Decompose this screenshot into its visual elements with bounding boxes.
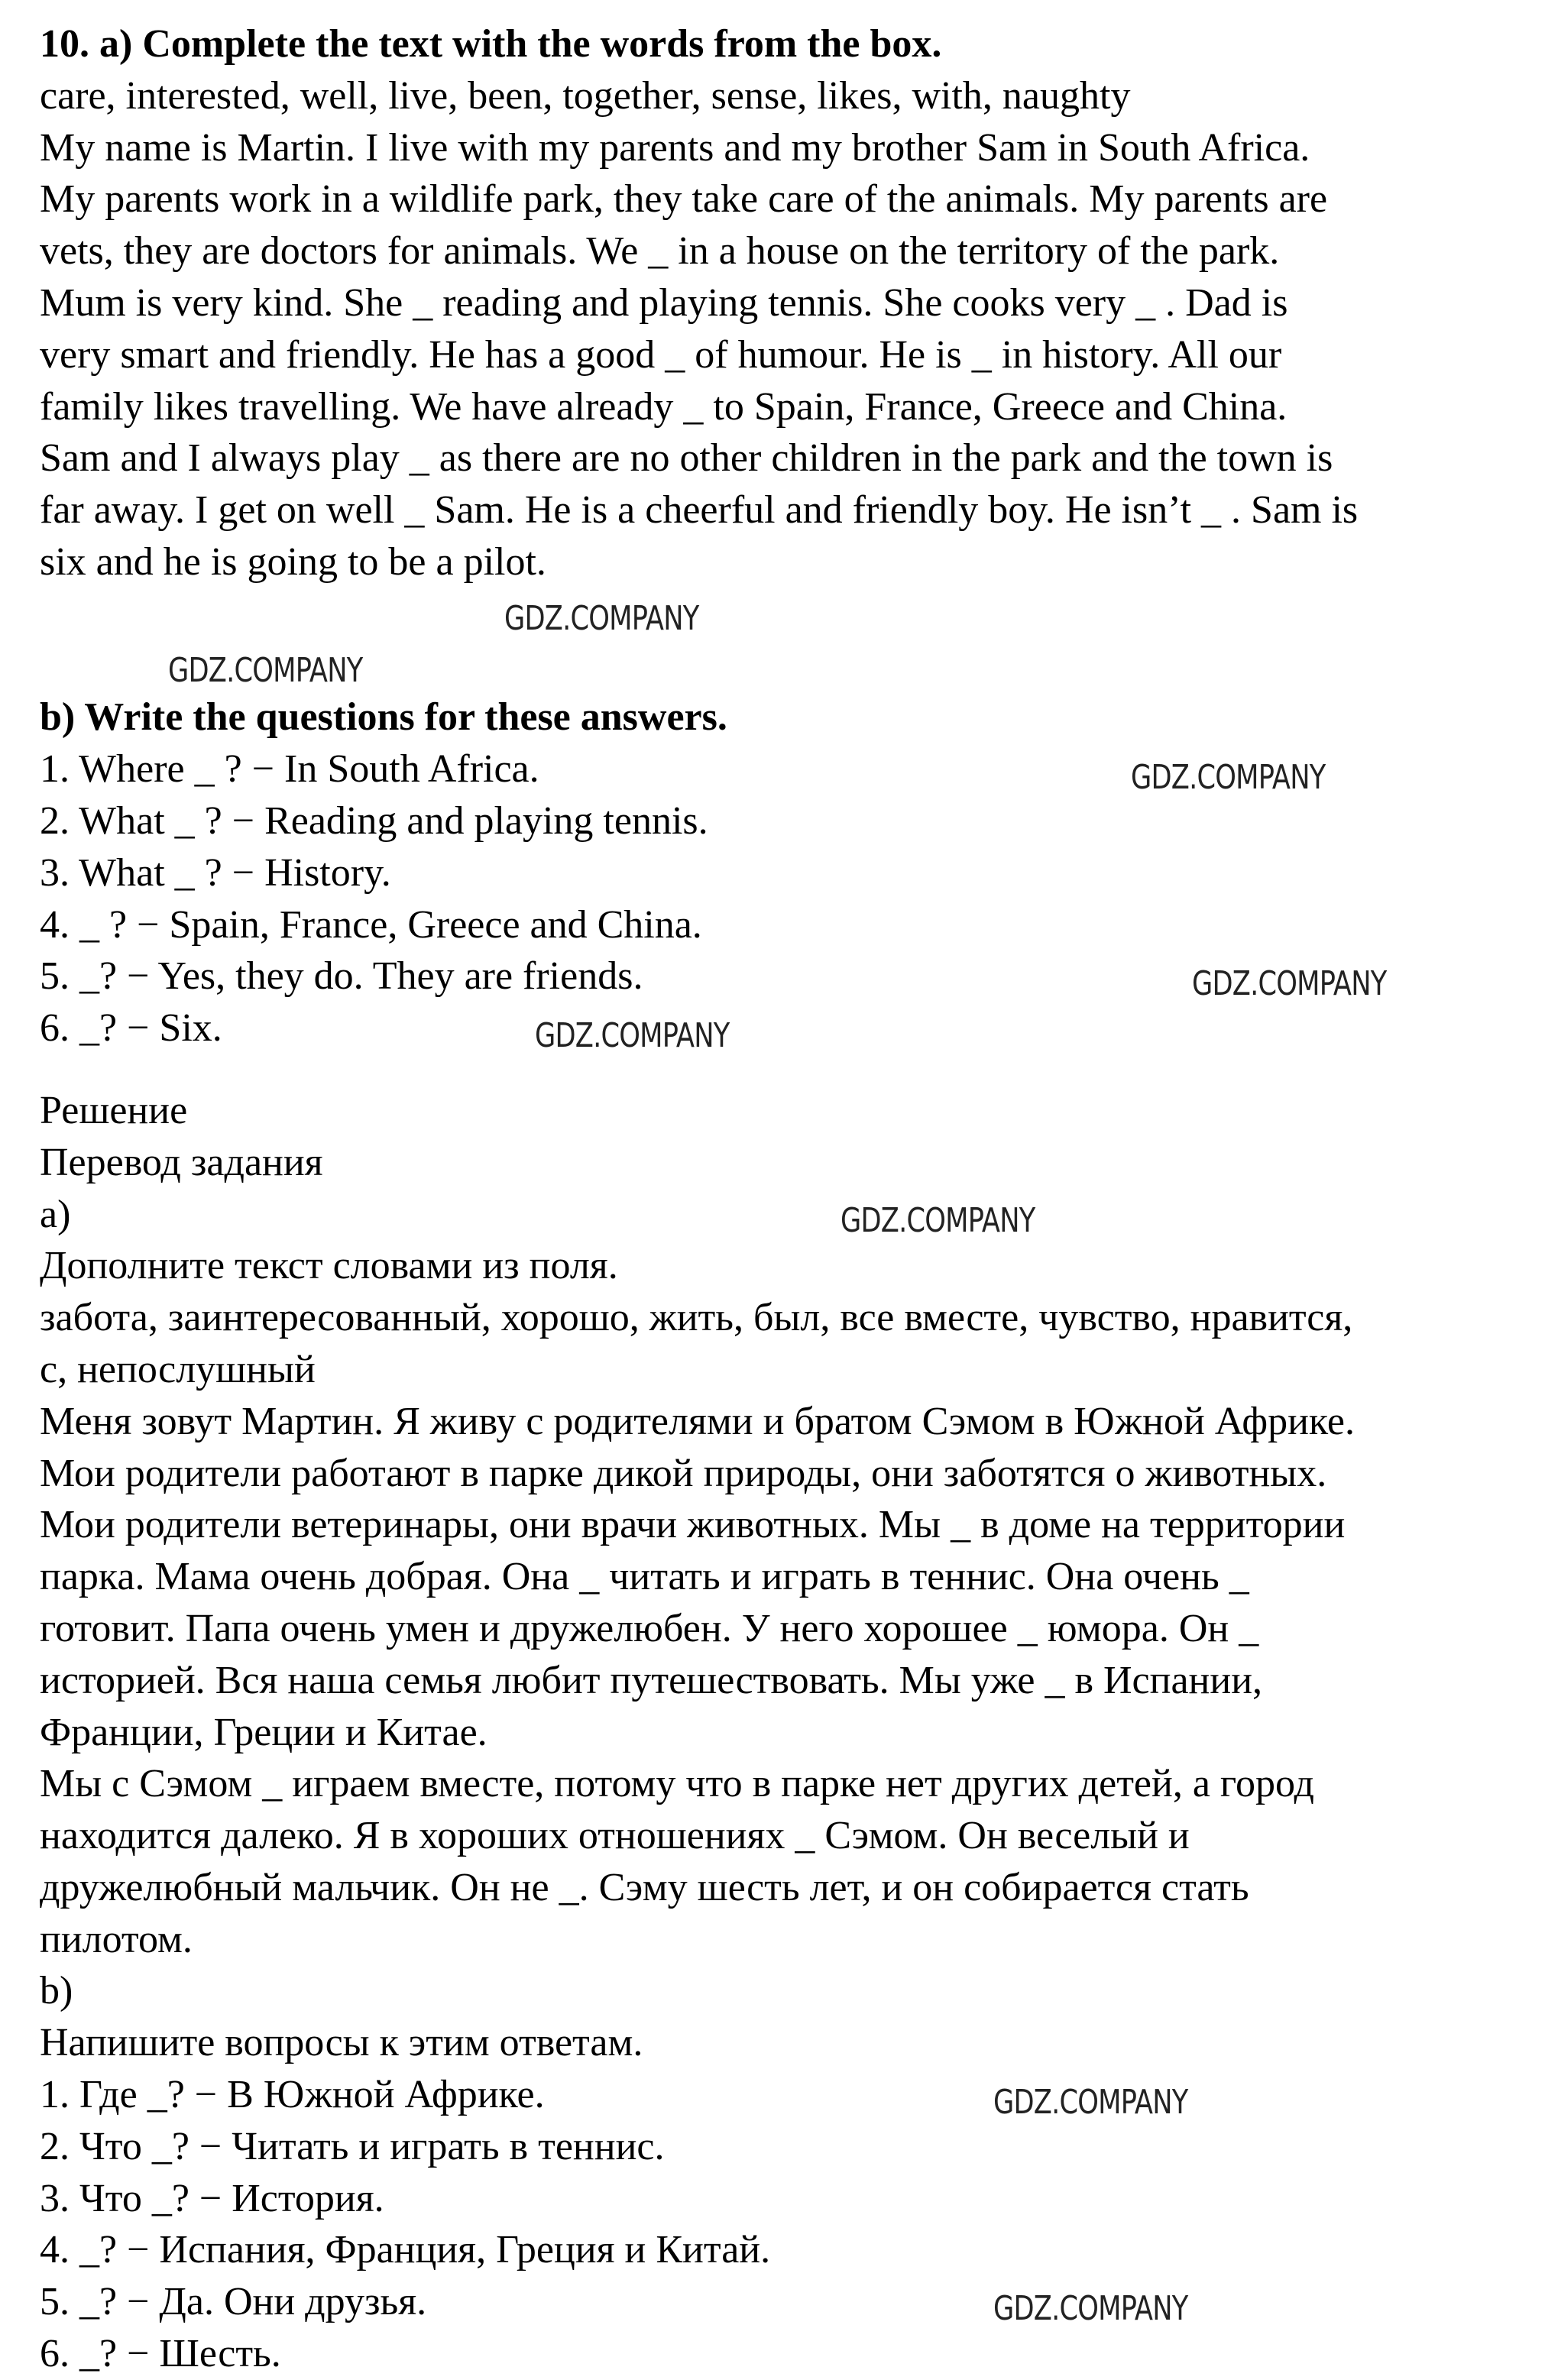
question-line: 5. _? − Yes, they do. They are friends. xyxy=(40,954,643,999)
translation-line: Мои родители работают в парке дикой природы, они заботятся о животных. xyxy=(40,1451,1327,1495)
translation-line: дружелюбный мальчик. Он не _. Сэму шесть лет, и он собирается стать xyxy=(40,1865,1249,1909)
text-line: My name is Martin. I live with my parents and my brother Sam in South Africa. xyxy=(40,125,1310,170)
watermark: GDZ.COMPANY xyxy=(841,1201,1035,1240)
watermark: GDZ.COMPANY xyxy=(993,2289,1188,2328)
text-line: six and he is going to be a pilot. xyxy=(40,539,546,584)
translation-line: находится далеко. Я в хороших отношениях _ Сэмом. Он веселый и xyxy=(40,1814,1190,1858)
translation-line: Меня зовут Мартин. Я живу с родителями и братом Сэмом в Южной Африке. xyxy=(40,1399,1355,1443)
document xyxy=(40,18,1530,2380)
translation-line: Мои родители ветеринары, они врачи животных. Мы _ в доме на территории xyxy=(40,1503,1346,1547)
task-a-heading: 10. a) Complete the text with the words from the box. xyxy=(40,22,942,66)
watermark: GDZ.COMPANY xyxy=(1131,758,1326,797)
part-a-label: а) xyxy=(40,1192,71,1236)
text-line: family likes travelling. We have already _ to Spain, France, Greece and China. xyxy=(40,384,1288,429)
question-line: 4. _ ? − Spain, France, Greece and China. xyxy=(40,902,702,947)
translation-question-line: 4. _? − Испания, Франция, Греция и Китай. xyxy=(40,2228,771,2272)
question-line: 2. What _ ? − Reading and playing tennis. xyxy=(40,798,708,843)
word-box: care, interested, well, live, been, together, sense, likes, with, naughty xyxy=(40,73,1131,118)
translation-line: забота, заинтересованный, хорошо, жить, был, все вместе, чувство, нравится, xyxy=(40,1296,1353,1340)
translation-line: готовит. Папа очень умен и дружелюбен. У него хорошее _ юмора. Он _ xyxy=(40,1606,1259,1650)
translation-line: Франции, Греции и Китае. xyxy=(40,1710,487,1754)
translation-question-line: 2. Что _? − Читать и играть в теннис. xyxy=(40,2124,665,2168)
watermark: GDZ.COMPANY xyxy=(993,2083,1188,2122)
translation-question-line: Напишите вопросы к этим ответам. xyxy=(40,2021,643,2065)
solution-subtitle: Перевод задания xyxy=(40,1140,323,1184)
watermark: GDZ.COMPANY xyxy=(168,651,363,690)
translation-line: Мы с Сэмом _ играем вместе, потому что в парке нет других детей, а город xyxy=(40,1762,1314,1806)
watermark: GDZ.COMPANY xyxy=(1192,964,1387,1003)
question-line: 3. What _ ? − History. xyxy=(40,850,391,895)
text-line: vets, they are doctors for animals. We _ in a house on the territory of the park. xyxy=(40,229,1280,274)
translation-question-line: 5. _? − Да. Они друзья. xyxy=(40,2280,427,2324)
translation-question-line: 3. Что _? − История. xyxy=(40,2176,384,2220)
part-b-label: b) xyxy=(40,1969,73,2013)
translation-line: историей. Вся наша семья любит путешествовать. Мы уже _ в Испании, xyxy=(40,1658,1263,1702)
translation-question-line: 1. Где _? − В Южной Африке. xyxy=(40,2073,545,2117)
translation-line: пилотом. xyxy=(40,1917,193,1961)
translation-question-line: 6. _? − Шесть. xyxy=(40,2332,281,2376)
translation-line: парка. Мама очень добрая. Она _ читать и играть в теннис. Она очень _ xyxy=(40,1555,1249,1599)
text-line: Sam and I always play _ as there are no other children in the park and the town is xyxy=(40,436,1333,481)
question-line: 6. _? − Six. xyxy=(40,1006,222,1051)
translation-line: с, непослушный xyxy=(40,1347,316,1391)
watermark: GDZ.COMPANY xyxy=(535,1016,730,1055)
task-b-heading: b) Write the questions for these answers. xyxy=(40,695,727,740)
translation-line: Дополните текст словами из поля. xyxy=(40,1244,618,1288)
text-line: Mum is very kind. She _ reading and playing tennis. She cooks very _ . Dad is xyxy=(40,280,1288,325)
text-line: far away. I get on well _ Sam. He is a cheerful and friendly boy. He isn’t _ . Sam is xyxy=(40,488,1359,533)
text-line: very smart and friendly. He has a good _ of humour. He is _ in history. All our xyxy=(40,332,1282,377)
question-line: 1. Where _ ? − In South Africa. xyxy=(40,747,539,792)
solution-title: Решение xyxy=(40,1088,188,1132)
watermark: GDZ.COMPANY xyxy=(504,599,699,638)
text-line: My parents work in a wildlife park, they take care of the animals. My parents are xyxy=(40,177,1328,222)
